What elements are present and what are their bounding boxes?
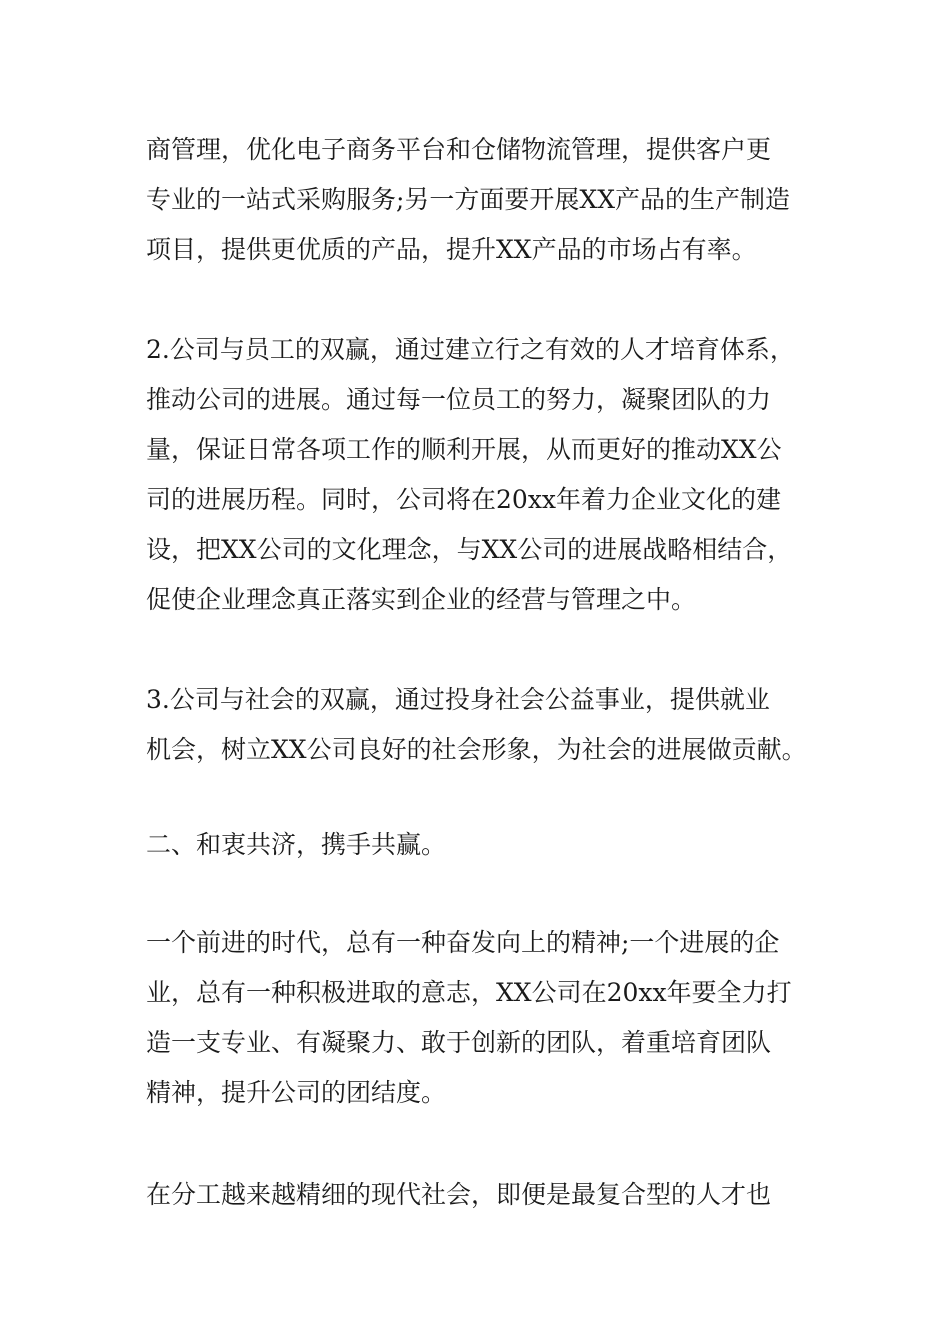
paragraph-line: 在分工越来越精细的现代社会，即便是最复合型的人才也 xyxy=(146,1180,772,1209)
paragraph-line: 精神，提升公司的团结度。 xyxy=(146,1078,447,1107)
section-heading xyxy=(146,820,846,870)
paragraph-line: 3.公司与社会的双赢，通过投身社会公益事业，提供就业 xyxy=(146,685,770,714)
paragraph-line: 设，把XX公司的文化理念，与XX公司的进展战略相结合， xyxy=(146,535,793,564)
paragraph-line: 专业的一站式采购服务;另一方面要开展XX产品的生产制造 xyxy=(146,185,791,214)
paragraph-5 xyxy=(146,1170,846,1220)
paragraph-line: 机会，树立XX公司良好的社会形象，为社会的进展做贡献。 xyxy=(146,735,807,764)
paragraph-line: 一个前进的时代，总有一种奋发向上的精神;一个进展的企 xyxy=(146,928,780,957)
paragraph-line: 司的进展历程。同时，公司将在20xx年着力企业文化的建 xyxy=(146,485,782,514)
paragraph-line: 商管理，优化电子商务平台和仓储物流管理，提供客户更 xyxy=(146,135,772,164)
paragraph-line: 业，总有一种积极进取的意志，XX公司在20xx年要全力打 xyxy=(146,978,792,1007)
paragraph-2 xyxy=(146,325,846,625)
paragraph-line: 促使企业理念真正落实到企业的经营与管理之中。 xyxy=(146,585,697,614)
paragraph-line: 量，保证日常各项工作的顺利开展，从而更好的推动XX公 xyxy=(146,435,782,464)
section-heading-text: 二、和衷共济，携手共赢。 xyxy=(146,830,447,859)
paragraph-line: 项目，提供更优质的产品，提升XX产品的市场占有率。 xyxy=(146,235,757,264)
paragraph-1 xyxy=(146,125,846,275)
paragraph-3 xyxy=(146,675,846,775)
paragraph-line: 推动公司的进展。通过每一位员工的努力，凝聚团队的力 xyxy=(146,385,772,414)
paragraph-4 xyxy=(146,918,846,1118)
paragraph-line: 造一支专业、有凝聚力、敢于创新的团队，着重培育团队 xyxy=(146,1028,772,1057)
paragraph-line: 2.公司与员工的双赢，通过建立行之有效的人才培育体系， xyxy=(146,335,795,364)
